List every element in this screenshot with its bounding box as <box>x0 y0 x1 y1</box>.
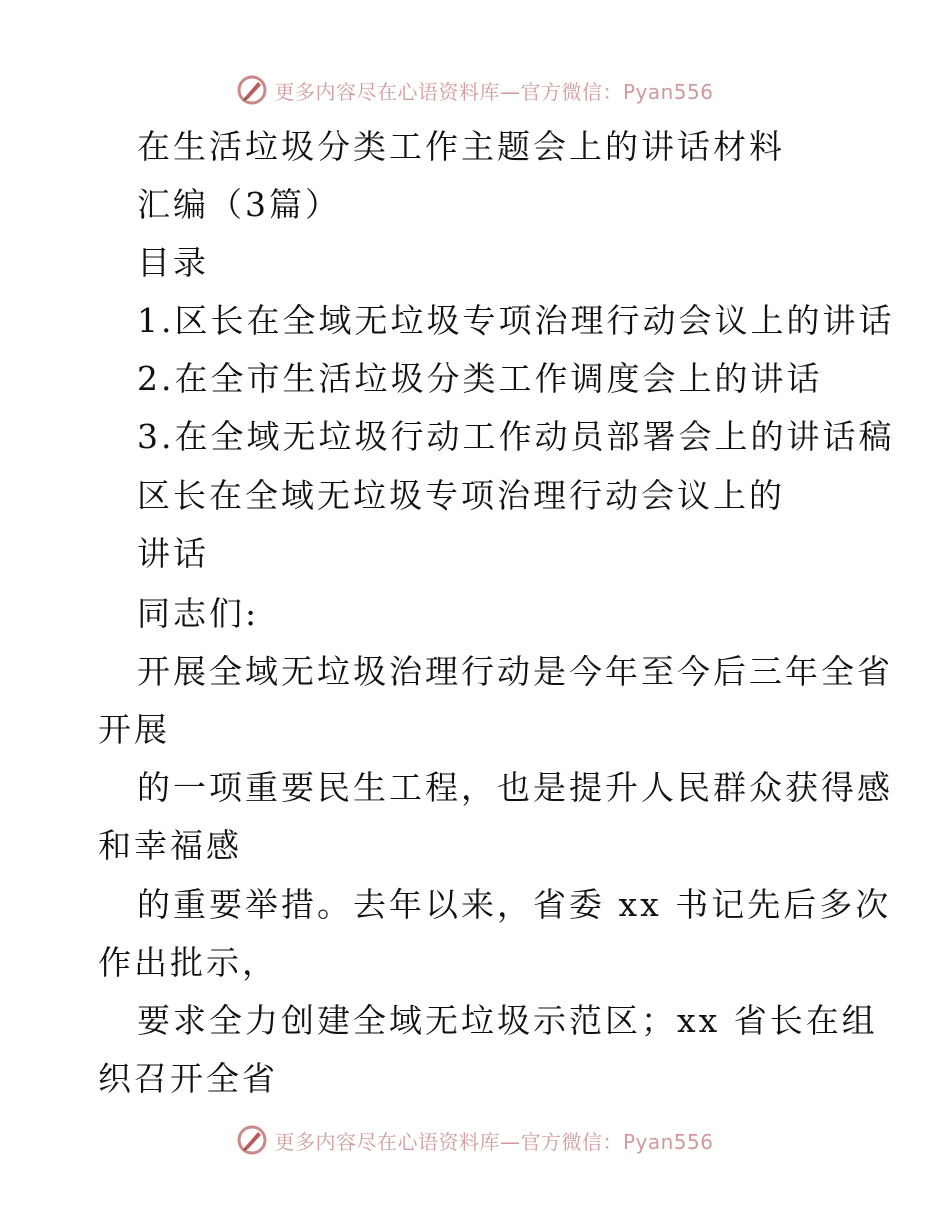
pen-circle-logo-icon <box>236 1124 268 1156</box>
paragraph-line: 作出批示， <box>98 943 278 982</box>
paragraph-line: 的重要举措。去年以来，省委 xx 书记先后多次 <box>137 885 892 924</box>
paragraph-line: 开展全域无垃圾治理行动是今年至今后三年全省 <box>137 652 893 691</box>
section-title-line2: 讲话 <box>137 534 209 573</box>
paragraph-line: 和幸福感 <box>98 826 242 865</box>
watermark-banner-bottom <box>0 1120 950 1160</box>
doc-title-line1: 在生活垃圾分类工作主题会上的讲话材料 <box>137 127 785 166</box>
toc-item: 2.在全市生活垃圾分类工作调度会上的讲话 <box>137 359 823 398</box>
paragraph-line: 开展 <box>98 710 170 749</box>
doc-title-line2: 汇编（3篇） <box>137 185 341 224</box>
paragraph-line: 要求全力创建全域无垃圾示范区；xx 省长在组 <box>137 1001 878 1040</box>
paragraph-line: 织召开全省 <box>98 1059 278 1098</box>
watermark-text-top: 更多内容尽在心语资料库—官方微信：Pyan556 <box>274 79 714 104</box>
watermark-text-bottom: 更多内容尽在心语资料库—官方微信：Pyan556 <box>274 1129 714 1154</box>
toc-item: 3.在全域无垃圾行动工作动员部署会上的讲话稿 <box>137 417 895 456</box>
toc-heading: 目录 <box>137 243 209 282</box>
paragraph-line: 的一项重要民生工程，也是提升人民群众获得感 <box>137 768 893 807</box>
greeting: 同志们: <box>137 594 260 633</box>
watermark-banner-top <box>0 70 950 110</box>
section-title-line1: 区长在全域无垃圾专项治理行动会议上的 <box>137 476 785 515</box>
toc-item: 1.区长在全域无垃圾专项治理行动会议上的讲话 <box>137 301 895 340</box>
pen-circle-logo-icon <box>236 74 268 106</box>
